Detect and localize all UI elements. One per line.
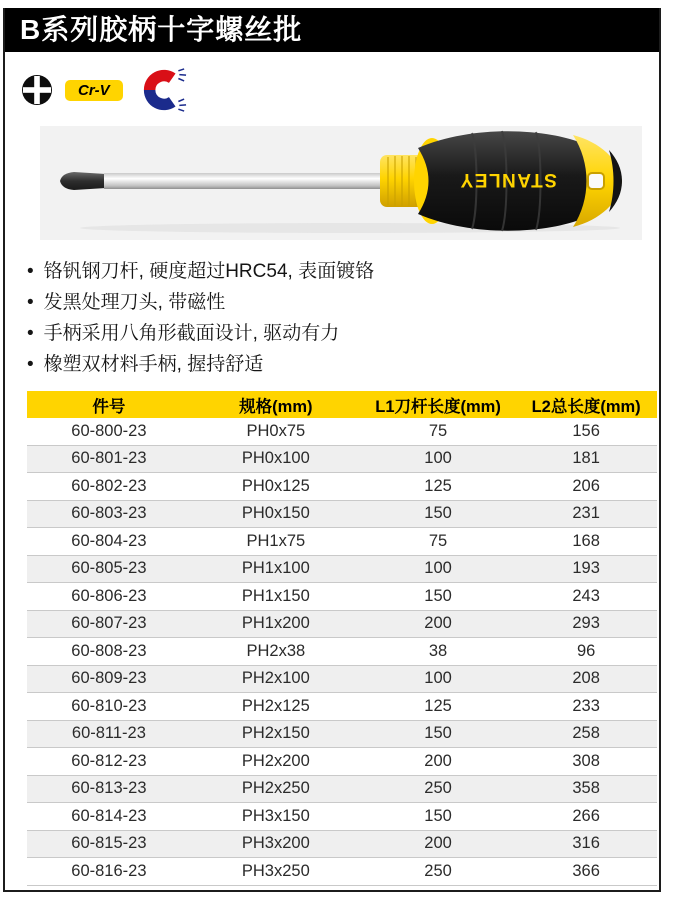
col-header-part-number: 件号	[27, 391, 191, 418]
shaft	[104, 173, 384, 189]
table-cell: 206	[515, 473, 657, 501]
table-cell: PH0x75	[191, 418, 361, 445]
table-cell: PH0x150	[191, 500, 361, 528]
table-cell: PH2x150	[191, 720, 361, 748]
table-row	[27, 473, 657, 501]
table-cell: 308	[515, 748, 657, 776]
table-row	[27, 610, 657, 638]
table-cell: 200	[361, 610, 515, 638]
table-row	[27, 445, 657, 473]
table-cell: 60-807-23	[27, 610, 191, 638]
table-row	[27, 583, 657, 611]
phillips-drive-icon	[21, 74, 53, 106]
feature-icon-row	[21, 67, 659, 113]
hanging-hole	[588, 173, 604, 189]
table-cell: 100	[361, 555, 515, 583]
table-row	[27, 528, 657, 556]
table-cell: 96	[515, 638, 657, 666]
table-cell: 60-801-23	[27, 445, 191, 473]
feature-item: • 铬钒钢刀杆, 硬度超过HRC54, 表面镀铬	[27, 262, 659, 282]
screwdriver-graphic	[40, 126, 642, 240]
feature-item: • 手柄采用八角形截面设计, 驱动有力	[27, 324, 659, 344]
table-cell: 60-802-23	[27, 473, 191, 501]
phillips-tip	[60, 172, 106, 190]
spec-table-body	[27, 418, 657, 885]
feature-item: • 橡塑双材料手柄, 握持舒适	[27, 355, 659, 375]
table-cell: 193	[515, 555, 657, 583]
table-cell: PH3x200	[191, 830, 361, 858]
table-cell: PH3x250	[191, 858, 361, 886]
table-cell: PH1x75	[191, 528, 361, 556]
table-cell: 60-804-23	[27, 528, 191, 556]
table-cell: 125	[361, 473, 515, 501]
table-cell: 60-812-23	[27, 748, 191, 776]
table-cell: 100	[361, 665, 515, 693]
table-cell: 316	[515, 830, 657, 858]
table-cell: 293	[515, 610, 657, 638]
table-cell: 100	[361, 445, 515, 473]
table-cell: 358	[515, 775, 657, 803]
table-cell: PH3x150	[191, 803, 361, 831]
spec-table	[27, 391, 657, 886]
table-cell: 60-806-23	[27, 583, 191, 611]
crv-badge	[65, 80, 123, 101]
table-cell: 60-810-23	[27, 693, 191, 721]
table-cell: 156	[515, 418, 657, 445]
table-row	[27, 555, 657, 583]
table-cell: 233	[515, 693, 657, 721]
table-cell: 150	[361, 803, 515, 831]
feature-list	[27, 262, 659, 375]
table-cell: 258	[515, 720, 657, 748]
table-cell: 38	[361, 638, 515, 666]
table-cell: PH2x38	[191, 638, 361, 666]
table-cell: 60-815-23	[27, 830, 191, 858]
table-cell: PH0x125	[191, 473, 361, 501]
table-cell: 150	[361, 583, 515, 611]
table-cell: 150	[361, 720, 515, 748]
table-cell: 366	[515, 858, 657, 886]
page-frame	[3, 8, 661, 892]
col-header-spec: 规格(mm)	[191, 391, 361, 418]
table-cell: PH1x150	[191, 583, 361, 611]
page-title: B系列胶柄十字螺丝批	[20, 14, 303, 45]
table-cell: 250	[361, 858, 515, 886]
crv-badge-label: Cr-V	[78, 81, 110, 99]
magnet-icon	[139, 67, 189, 113]
table-cell: 60-809-23	[27, 665, 191, 693]
table-row	[27, 638, 657, 666]
table-row	[27, 418, 657, 445]
table-cell: PH2x200	[191, 748, 361, 776]
table-row	[27, 775, 657, 803]
table-row	[27, 858, 657, 886]
feature-item: • 发黑处理刀头, 带磁性	[27, 293, 659, 313]
table-row	[27, 830, 657, 858]
table-cell: 60-814-23	[27, 803, 191, 831]
table-row	[27, 665, 657, 693]
table-cell: 181	[515, 445, 657, 473]
table-row	[27, 720, 657, 748]
table-cell: PH0x100	[191, 445, 361, 473]
table-cell: PH1x200	[191, 610, 361, 638]
table-row	[27, 803, 657, 831]
magnet-spark-lines	[178, 69, 186, 111]
table-cell: 200	[361, 830, 515, 858]
table-cell: 200	[361, 748, 515, 776]
brand-label: STANLEY	[459, 169, 557, 190]
table-cell: 150	[361, 500, 515, 528]
table-cell: 75	[361, 528, 515, 556]
product-image	[40, 126, 642, 240]
table-cell: 208	[515, 665, 657, 693]
col-header-blade-length: L1刀杆长度(mm)	[361, 391, 515, 418]
table-cell: PH2x100	[191, 665, 361, 693]
table-cell: 60-808-23	[27, 638, 191, 666]
table-cell: PH2x125	[191, 693, 361, 721]
table-cell: 250	[361, 775, 515, 803]
table-cell: 60-816-23	[27, 858, 191, 886]
table-cell: 125	[361, 693, 515, 721]
table-cell: 60-813-23	[27, 775, 191, 803]
table-row	[27, 500, 657, 528]
table-cell: PH2x250	[191, 775, 361, 803]
table-row	[27, 748, 657, 776]
table-header-row	[27, 391, 657, 418]
table-cell: 60-811-23	[27, 720, 191, 748]
col-header-total-length: L2总长度(mm)	[515, 391, 657, 418]
table-cell: 243	[515, 583, 657, 611]
table-cell: 266	[515, 803, 657, 831]
title-bar	[5, 8, 659, 52]
table-cell: 168	[515, 528, 657, 556]
table-cell: 75	[361, 418, 515, 445]
table-cell: PH1x100	[191, 555, 361, 583]
table-row	[27, 693, 657, 721]
table-cell: 60-805-23	[27, 555, 191, 583]
table-cell: 231	[515, 500, 657, 528]
table-cell: 60-800-23	[27, 418, 191, 445]
table-cell: 60-803-23	[27, 500, 191, 528]
